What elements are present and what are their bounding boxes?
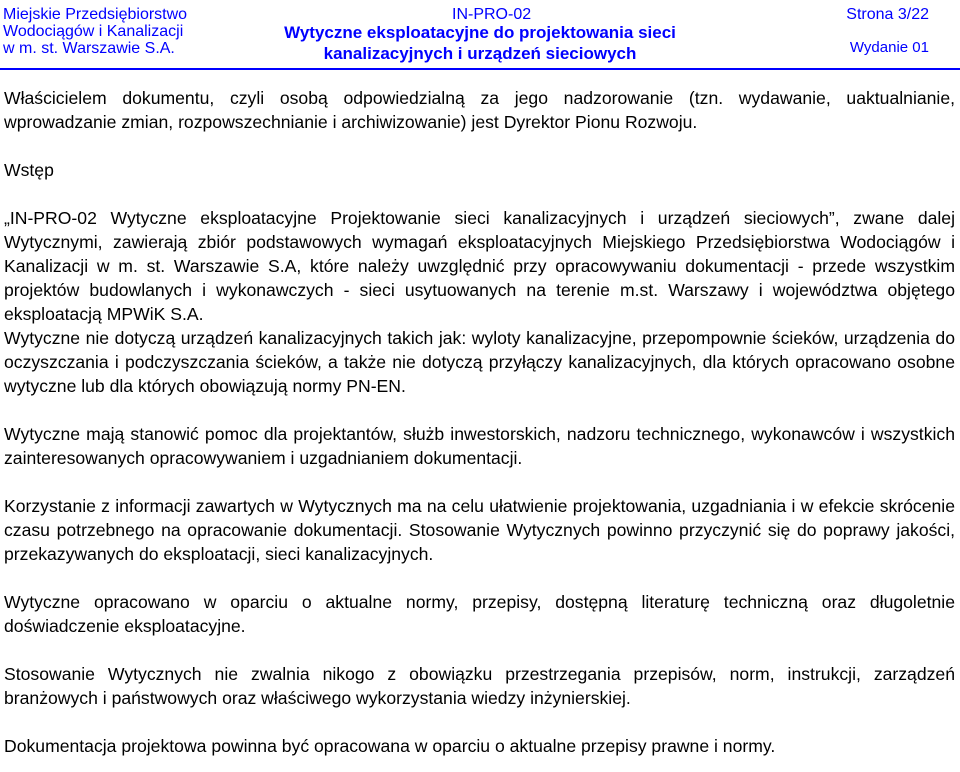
basis-paragraph: Wytyczne opracowano w oparciu o aktualne normy, przepisy, dostępną literaturę techniczną oraz długoletnie doświadczenie eksploatacyjne. — [4, 592, 955, 636]
title-line-2: kanalizacyjnych i urządzeń sieciowych — [323, 44, 637, 63]
help-paragraph: Wytyczne mają stanowić pomoc dla projektantów, służb inwestorskich, nadzoru technicznego, wykonawców i wszystkich zainteresowanych opracowywaniem i uzgadnianiem dokumentacji. — [4, 424, 955, 468]
law-paragraph: Dokumentacja projektowa powinna być opracowana w oparciu o aktualne przepisy prawne i normy. — [4, 736, 776, 756]
org-line-1: Miejskie Przedsiębiorstwo — [3, 6, 188, 23]
page-number: Strona 3/22 — [846, 6, 929, 23]
exemption-paragraph: Stosowanie Wytycznych nie zwalnia nikogo z obowiązku przestrzegania przepisów, norm, instrukcji, zarządzeń branżowych i państwowych oraz właściwego wykorzystania wiedzy inżynierskiej. — [4, 664, 955, 708]
intro-paragraph: „IN-PRO-02 Wytyczne eksploatacyjne Projektowanie sieci kanalizacyjnych i urządzeń sieciowych”, zwane dalej Wytycznymi, zawierają zbiór podstawowych wymagań eksploatacyjnych Miejskiego Przedsiębiorstwa Wodociągów i Kanalizacji w m. st. Warszawie S.A, które należy uwzględnić przy opracowywaniu dokumentacji - przede wszystkim projektów budowlanych i wykonawczych - sieci usytuowanych na terenie m.st. Warszawy i województwa objętego eksploatacją MPWiK S.A. — [4, 208, 955, 324]
organization-name — [0, 0, 208, 68]
document-body — [4, 86, 955, 758]
scope-paragraph: Wytyczne nie dotyczą urządzeń kanalizacyjnych takich jak: wyloty kanalizacyjne, przepompownie ścieków, urządzenia do oczyszczania i podczyszczania ścieków, a także nie dotyczą przyłączy kanalizacyjnych, dla których opracowano osobne wytyczne lub dla których obowiązują normy PN-EN. — [4, 328, 955, 396]
owner-paragraph: Właścicielem dokumentu, czyli osobą odpowiedzialną za jego nadzorowanie (tzn. wydawanie, uaktualnianie, wprowadzanie zmian, rozpowszechnianie i archiwizowanie) jest Dyrektor Pionu Rozwoju. — [4, 88, 955, 132]
title-line-1: Wytyczne eksploatacyjne do projektowania sieci — [284, 23, 676, 42]
doc-code: IN-PRO-02 — [452, 6, 532, 23]
header-divider — [0, 68, 960, 70]
section-title: Wstęp — [4, 160, 54, 180]
org-line-3: w m. st. Warszawie S.A. — [3, 40, 175, 57]
purpose-paragraph: Korzystanie z informacji zawartych w Wytycznych ma na celu ułatwienie projektowania, uzgadniania i w efekcie skrócenie czasu potrzebnego na opracowanie dokumentacji. Stosowanie Wytycznych powinno przyczynić się do poprawy jakości, przekazywanych do eksploatacji, sieci kanalizacyjnych. — [4, 496, 955, 564]
org-line-2: Wodociągów i Kanalizacji — [3, 23, 184, 40]
edition-label: Wydanie 01 — [849, 39, 929, 56]
document-title — [220, 22, 740, 64]
